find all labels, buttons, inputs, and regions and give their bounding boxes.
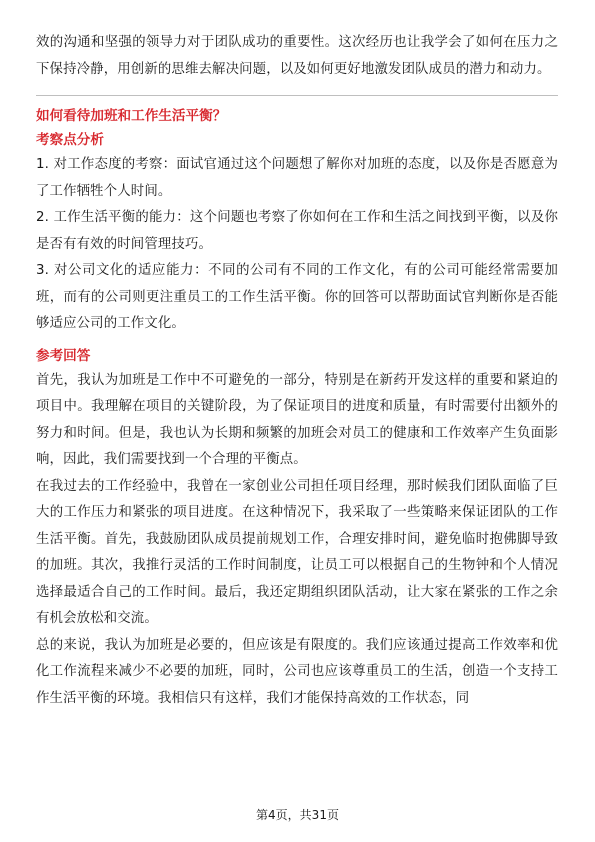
page-footer: 第4页，共31页 — [256, 808, 339, 822]
section-divider — [36, 95, 558, 96]
analysis-heading: 考察点分析 — [36, 132, 104, 148]
answer-paragraph-2: 在我过去的工作经验中，我曾在一家创业公司担任项目经理，那时候我们团队面临了巨大的工作压力和紧张的项目进度。在这种情况下，我采取了一些策略来保证团队的工作生活平衡。首先，我鼓励团队成员提前规划工作，合理安排时间，避免临时抱佛脚导致的加班。其次，我推行灵活的工作时间制度，让员工可以根据自己的生物钟和个人情况选择最适合自己的工作时间。最后，我还定期组织团队活动，让大家在紧张的工作之余有机会放松和交流。 — [36, 478, 558, 626]
analysis-point-2: 2. 工作生活平衡的能力：这个问题也考察了你如何在工作和生活之间找到平衡，以及你是否有有效的时间管理技巧。 — [36, 210, 558, 252]
analysis-point-3: 3. 对公司文化的适应能力：不同的公司有不同的工作文化，有的公司可能经常需要加班，而有的公司则更注重员工的工作生活平衡。你的回答可以帮助面试官判断你是否能够适应公司的工作文化。 — [36, 263, 558, 331]
answer-paragraph-1: 首先，我认为加班是工作中不可避免的一部分，特别是在新药开发这样的重要和紧迫的项目中。我理解在项目的关键阶段，为了保证项目的进度和质量，有时需要付出额外的努力和时间。但是，我也认为长期和频繁的加班会对员工的健康和工作效率产生负面影响，因此，我们需要找到一个合理的平衡点。 — [36, 372, 558, 467]
document-page — [36, 30, 558, 712]
answer-heading: 参考回答 — [36, 347, 91, 364]
intro-paragraph: 效的沟通和坚强的领导力对于团队成功的重要性。这次经历也让我学会了如何在压力之下保持冷静，用创新的思维去解决问题，以及如何更好地激发团队成员的潜力和动力。 — [36, 35, 558, 77]
question-title: 如何看待加班和工作生活平衡？ — [36, 108, 227, 124]
analysis-point-1: 1. 对工作态度的考察：面试官通过这个问题想了解你对加班的态度，以及你是否愿意为了工作牺牲个人时间。 — [36, 157, 558, 199]
answer-paragraph-3: 总的来说，我认为加班是必要的，但应该是有限度的。我们应该通过提高工作效率和优化工作流程来减少不必要的加班，同时，公司也应该尊重员工的生活，创造一个支持工作生活平衡的环境。我相信只有这样，我们才能保持高效的工作状态，同 — [36, 637, 558, 706]
